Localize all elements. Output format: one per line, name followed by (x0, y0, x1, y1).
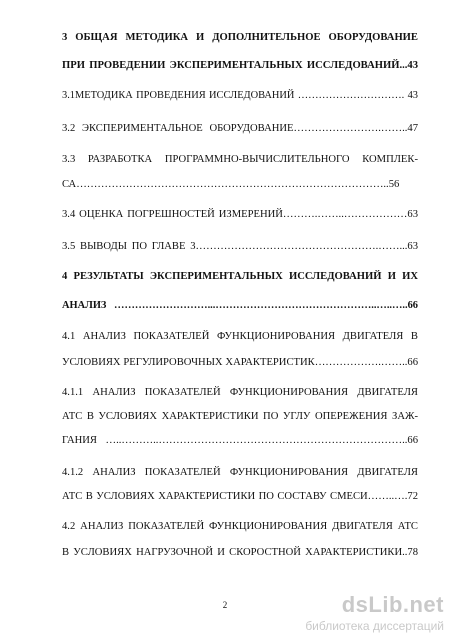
toc-line: 4.1.1 АНАЛИЗ ПОКАЗАТЕЛЕЙ ФУНКЦИОНИРОВАНИЯ ДВИГАТЕЛЯ (62, 387, 418, 398)
toc-line: 3.1МЕТОДИКА ПРОВЕДЕНИЯ ИССЛЕДОВАНИЙ …………………………. 43 (62, 90, 418, 101)
toc-line: 4 РЕЗУЛЬТАТЫ ЭКСПЕРИМЕНТАЛЬНЫХ ИССЛЕДОВАНИЙ И ИХ (62, 271, 418, 282)
dslib-watermark (268, 592, 450, 637)
toc-line: 3.4 ОЦЕНКА ПОГРЕШНОСТЕЙ ИЗМЕРЕНИЙ……….……..………………63 (62, 209, 418, 220)
toc-line: 4.2 АНАЛИЗ ПОКАЗАТЕЛЕЙ ФУНКЦИОНИРОВАНИЯ ДВИГАТЕЛЯ АТС (62, 521, 418, 532)
toc-line: СА……………………………………………………………………………..56 (62, 179, 400, 190)
toc-line: 3 ОБЩАЯ МЕТОДИКА И ДОПОЛНИТЕЛЬНОЕ ОБОРУДОВАНИЕ (62, 32, 418, 43)
toc-line: 3.2 ЭКСПЕРИМЕНТАЛЬНОЕ ОБОРУДОВАНИЕ…………………….……..47 (62, 123, 418, 134)
watermark-subtitle: библиотека диссертаций (305, 619, 444, 633)
page-number: 2 (222, 600, 228, 610)
toc-line: АТС В УСЛОВИЯХ ХАРАКТЕРИСТИКИ ПО СОСТАВУ СМЕСИ……..….72 (62, 491, 418, 502)
watermark-logo: dsLib.net (341, 592, 444, 617)
toc-line: 4.1.2 АНАЛИЗ ПОКАЗАТЕЛЕЙ ФУНКЦИОНИРОВАНИЯ ДВИГАТЕЛЯ (62, 467, 418, 478)
toc-line: АТС В УСЛОВИЯХ ХАРАКТЕРИСТИКИ ПО УГЛУ ОПЕРЕЖЕНИЯ ЗАЖ- (62, 411, 418, 422)
toc-line: АНАЛИЗ ………………………...………………………………………..…..…..66 (62, 300, 418, 311)
toc-line: ГАНИЯ …..………..……………………………………………………………..66 (62, 435, 418, 446)
toc-line: 4.1 АНАЛИЗ ПОКАЗАТЕЛЕЙ ФУНКЦИОНИРОВАНИЯ ДВИГАТЕЛЯ В (62, 331, 418, 342)
toc-line: УСЛОВИЯХ РЕГУЛИРОВОЧНЫХ ХАРАКТЕРИСТИК……………….……..66 (62, 357, 418, 368)
toc-line: ПРИ ПРОВЕДЕНИИ ЭКСПЕРИМЕНТАЛЬНЫХ ИССЛЕДОВАНИЙ...43 (62, 60, 418, 71)
toc-line: В УСЛОВИЯХ НАГРУЗОЧНОЙ И СКОРОСТНОЙ ХАРАКТЕРИСТИКИ..78 (62, 547, 418, 558)
toc-line: 3.5 ВЫВОДЫ ПО ГЛАВЕ 3…………………………………………….……...63 (62, 241, 418, 252)
toc-line: 3.3 РАЗРАБОТКА ПРОГРАММНО-ВЫЧИСЛИТЕЛЬНОГО КОМПЛЕК- (62, 154, 418, 165)
